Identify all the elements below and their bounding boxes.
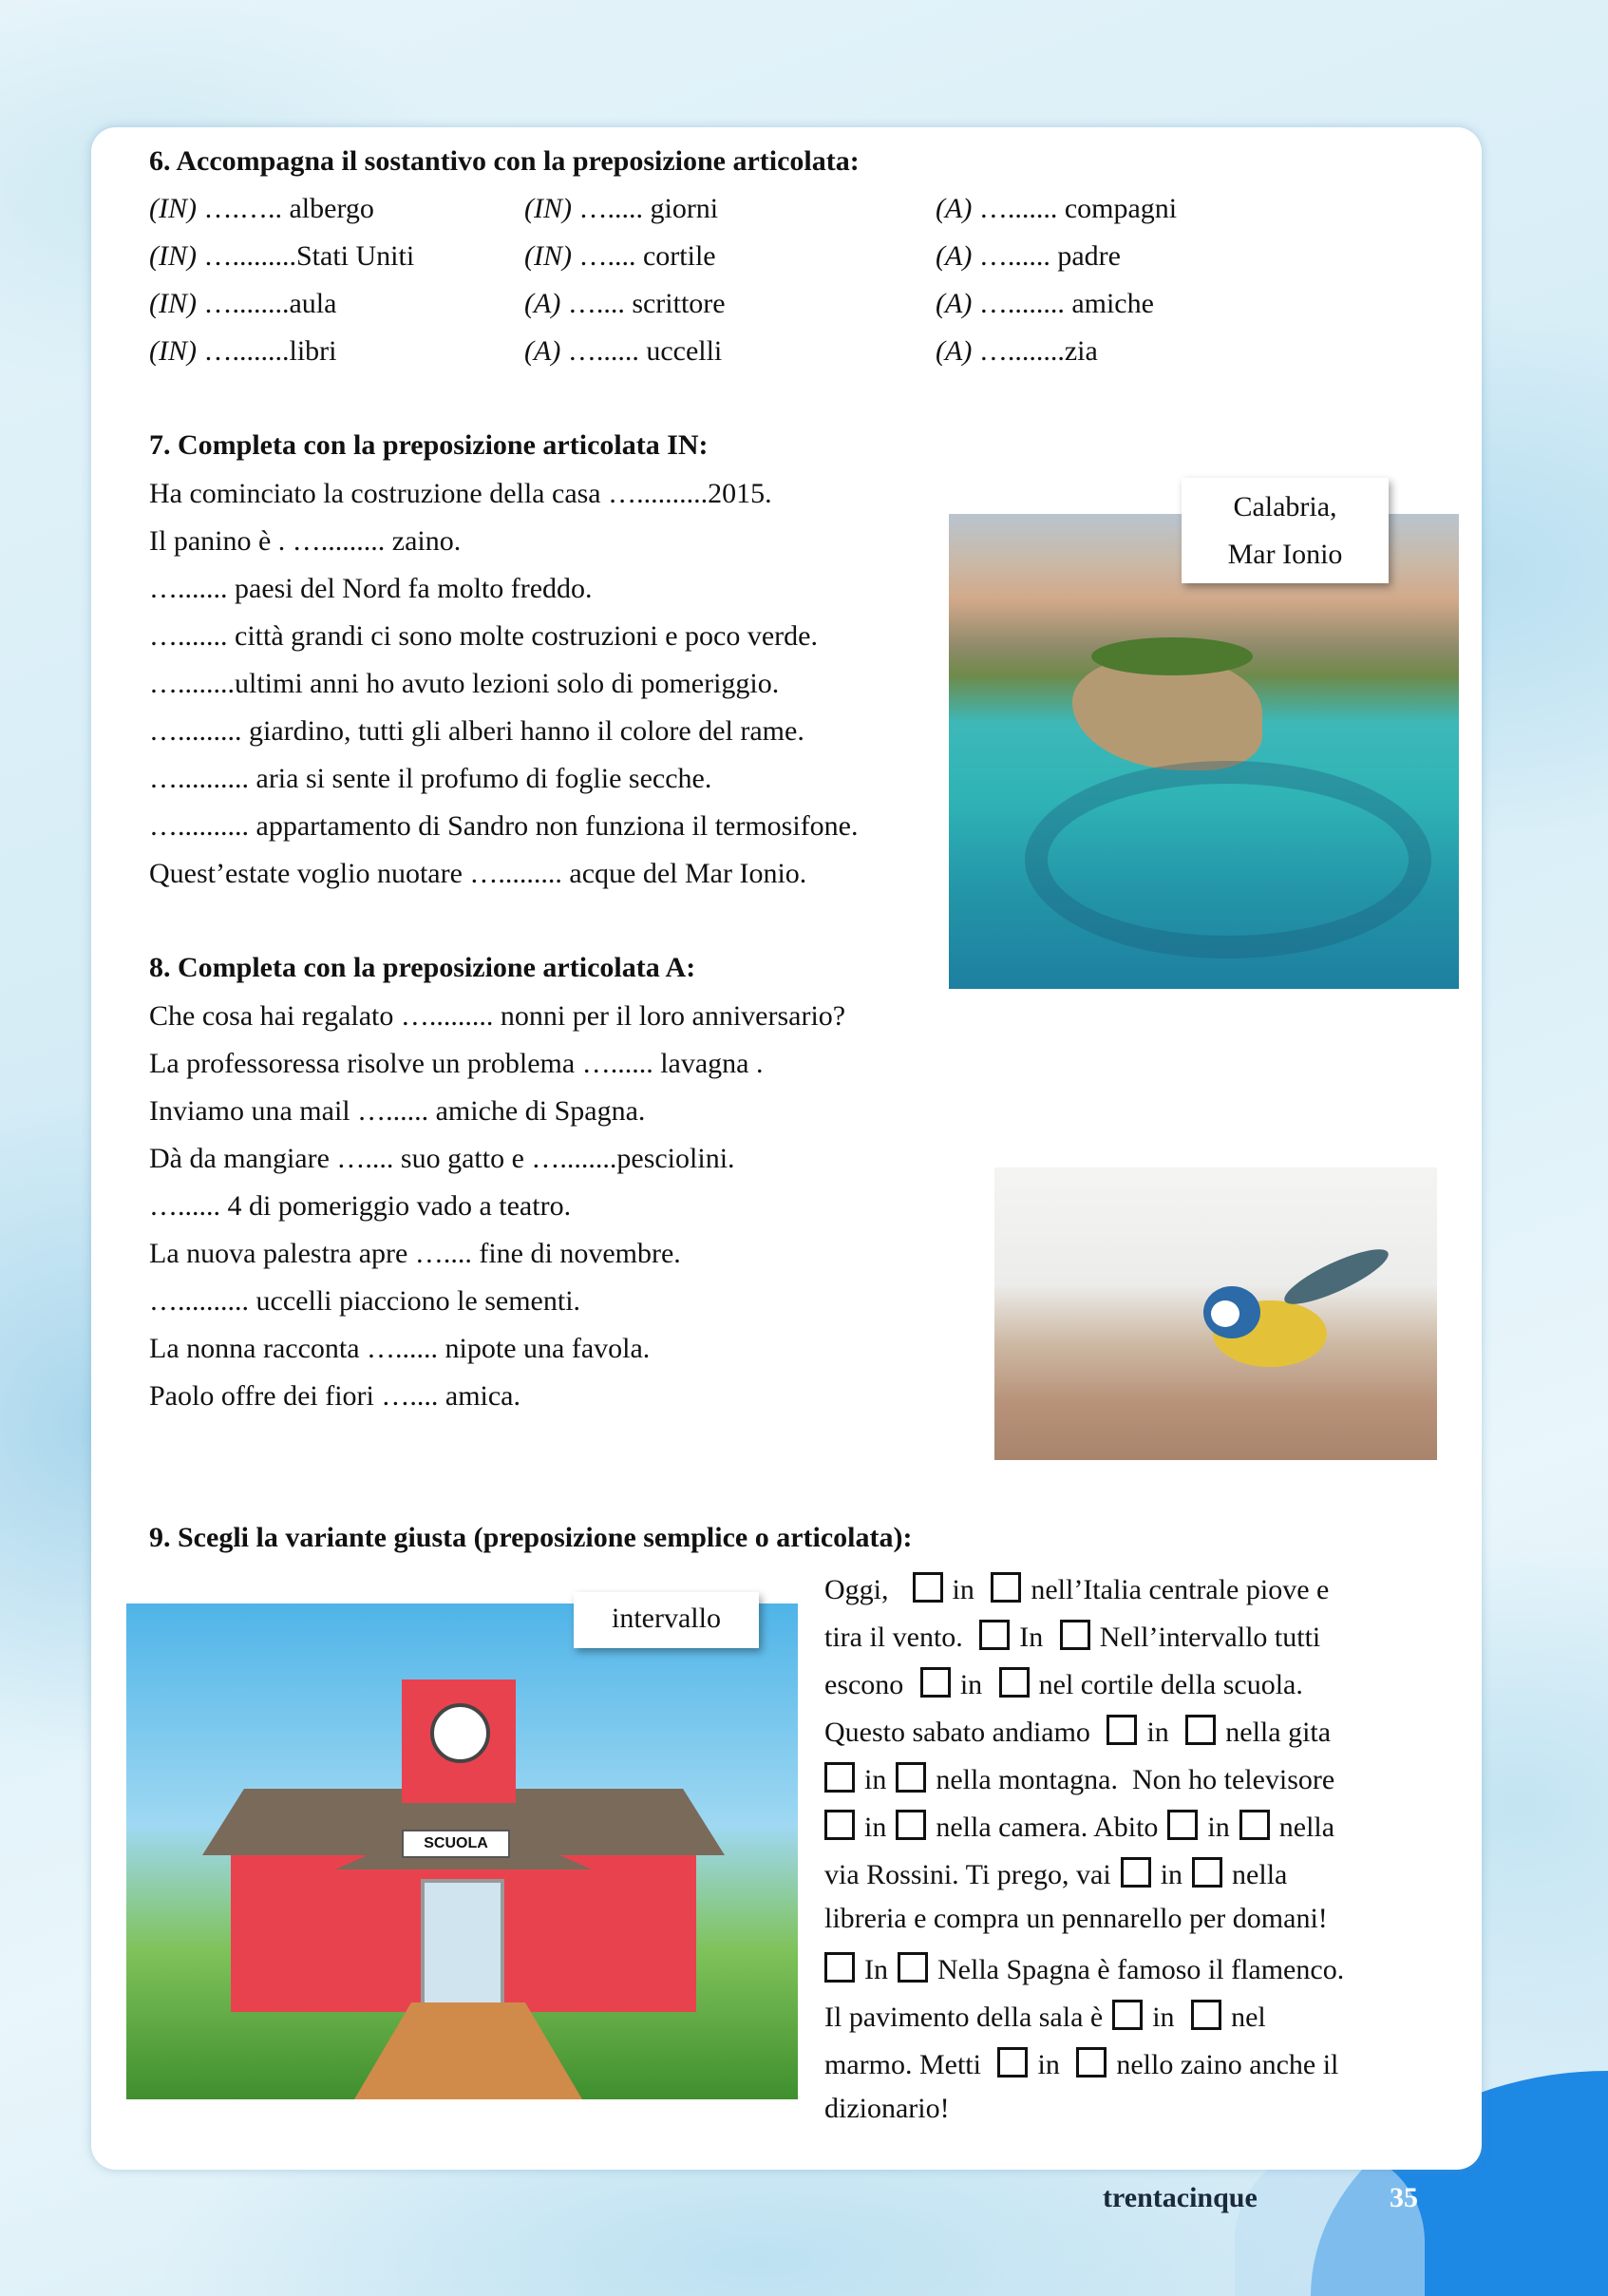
exercise-sentence: …...... 4 di pomeriggio vado a teatro.: [149, 1190, 572, 1222]
exercise-item: [936, 290, 1154, 318]
answer-checkbox[interactable]: [1060, 1620, 1090, 1650]
exercise-item: [524, 290, 726, 318]
line-text: via Rossini. Ti prego, vai: [824, 1859, 1111, 1890]
line-text: dizionario!: [824, 2093, 950, 2124]
exercise-item: [149, 195, 374, 223]
line-text: in: [952, 1574, 982, 1605]
line-text: libreria e compra un pennarello per domani!: [824, 1903, 1328, 1934]
exercise-item: [149, 337, 336, 366]
exercise-item: [524, 242, 716, 271]
line-text: In: [864, 1954, 888, 1985]
answer-checkbox[interactable]: [1167, 1810, 1198, 1840]
exercise-sentence: La professoressa risolve un problema …...... lavagna .: [149, 1048, 764, 1079]
answer-checkbox[interactable]: [1239, 1810, 1270, 1840]
answer-checkbox[interactable]: [1076, 2047, 1107, 2078]
item-text: …........libri: [196, 335, 337, 367]
item-text: ….........Stati Uniti: [196, 240, 415, 272]
item-text: …....... compagni: [972, 193, 1178, 224]
exercise-sentence: …......... giardino, tutti gli alberi hanno il colore del rame.: [149, 715, 804, 747]
preposition-hint: (A): [936, 335, 973, 367]
line-text: escono: [824, 1669, 911, 1700]
item-text: …...... padre: [972, 240, 1121, 272]
exercise-line: [824, 1905, 1328, 1933]
line-text: in: [864, 1764, 887, 1795]
exercise-item: [524, 337, 722, 366]
line-text: in: [1160, 1859, 1183, 1890]
exercise-item: [524, 195, 718, 223]
answer-checkbox[interactable]: [1192, 1857, 1222, 1888]
section-6-title: 6. Accompagna il sostantivo con la preposizione articolata:: [149, 145, 860, 177]
exercise-item: [936, 337, 1098, 366]
item-text: ….….. albergo: [196, 193, 374, 224]
answer-checkbox[interactable]: [979, 1620, 1010, 1650]
line-text: in: [1037, 2049, 1068, 2080]
preposition-hint: (A): [524, 335, 561, 367]
preposition-hint: (IN): [149, 288, 197, 319]
line-text: in: [959, 1669, 990, 1700]
answer-checkbox[interactable]: [896, 1762, 926, 1793]
item-text: ….... scrittore: [560, 288, 726, 319]
exercise-sentence: …....... paesi del Nord fa molto freddo.: [149, 573, 593, 604]
answer-checkbox[interactable]: [1121, 1857, 1151, 1888]
answer-checkbox[interactable]: [913, 1572, 943, 1603]
preposition-hint: (A): [936, 240, 973, 272]
calabria-image-label: [1182, 478, 1389, 583]
item-text: …...... uccelli: [560, 335, 723, 367]
answer-checkbox[interactable]: [991, 1572, 1021, 1603]
exercise-line: [824, 1810, 1334, 1842]
line-text: in: [1207, 1812, 1230, 1843]
line-text: Questo sabato andiamo: [824, 1717, 1098, 1748]
section-9-title: 9. Scegli la variante giusta (preposizione semplice o articolata):: [149, 1522, 913, 1553]
school-sign: SCUOLA: [402, 1830, 510, 1858]
exercise-sentence: La nonna racconta …...... nipote una favola.: [149, 1333, 651, 1364]
answer-checkbox[interactable]: [1191, 2000, 1221, 2030]
exercise-line: [824, 2000, 1266, 2032]
answer-checkbox[interactable]: [896, 1810, 926, 1840]
exercise-line: [824, 1572, 1329, 1604]
preposition-hint: (A): [936, 193, 973, 224]
preposition-hint: (IN): [149, 193, 197, 224]
section-7-title: 7. Completa con la preposizione articolata IN:: [149, 429, 709, 461]
line-text: nell’Italia centrale piove e: [1031, 1574, 1330, 1605]
line-text: Oggi,: [824, 1574, 903, 1605]
line-text: nel cortile della scuola.: [1038, 1669, 1303, 1700]
school-illustration: [126, 1603, 798, 2099]
answer-checkbox[interactable]: [997, 2047, 1028, 2078]
exercise-item: [936, 195, 1177, 223]
page-word: trentacinque: [1103, 2182, 1258, 2213]
answer-checkbox[interactable]: [920, 1667, 951, 1698]
preposition-hint: (IN): [149, 240, 197, 272]
answer-checkbox[interactable]: [1185, 1715, 1216, 1745]
answer-checkbox[interactable]: [898, 1952, 928, 1983]
line-text: nella camera. Abito: [936, 1812, 1159, 1843]
answer-checkbox[interactable]: [824, 1952, 855, 1983]
preposition-hint: (IN): [524, 193, 572, 224]
line-text: nella: [1278, 1812, 1335, 1843]
line-text: nel: [1231, 2002, 1266, 2033]
line-text: In: [1019, 1622, 1050, 1653]
line-text: tira il vento.: [824, 1622, 971, 1653]
exercise-sentence: …....... città grandi ci sono molte costruzioni e poco verde.: [149, 620, 818, 652]
item-text: …........zia: [972, 335, 1098, 367]
exercise-sentence: ….......... uccelli piacciono le sementi.: [149, 1285, 581, 1317]
line-text: nello zaino anche il: [1116, 2049, 1339, 2080]
exercise-line: [824, 1857, 1287, 1889]
preposition-hint: (A): [524, 288, 561, 319]
line-text: nella gita: [1225, 1717, 1332, 1748]
line-text: Il pavimento della sala è: [824, 2002, 1104, 2033]
preposition-hint: (IN): [524, 240, 572, 272]
item-text: …..... giorni: [571, 193, 719, 224]
exercise-line: [824, 1620, 1320, 1652]
line-text: Nell’intervallo tutti: [1099, 1622, 1321, 1653]
page-number: 35: [1390, 2182, 1418, 2213]
answer-checkbox[interactable]: [1107, 1715, 1137, 1745]
exercise-sentence: Il panino è . …......... zaino.: [149, 525, 462, 557]
item-text: ….... cortile: [571, 240, 716, 272]
exercise-line: [824, 2047, 1338, 2079]
answer-checkbox[interactable]: [999, 1667, 1030, 1698]
exercise-item: [149, 242, 414, 271]
line-text: nella montagna. Non ho televisore: [936, 1764, 1335, 1795]
exercise-sentence: …........ultimi anni ho avuto lezioni solo di pomeriggio.: [149, 668, 780, 699]
exercise-line: [824, 1715, 1331, 1747]
exercise-sentence: Dà da mangiare ….... suo gatto e …........pesciolini.: [149, 1143, 735, 1174]
line-text: in: [1146, 1717, 1177, 1748]
calabria-coast-photo: [949, 514, 1459, 989]
label-line-2: Mar Ionio: [1227, 539, 1343, 570]
exercise-sentence: Che cosa hai regalato …......... nonni per il loro anniversario?: [149, 1000, 846, 1032]
exercise-sentence: Quest’estate voglio nuotare …......... acque del Mar Ionio.: [149, 858, 807, 889]
line-text: Nella Spagna è famoso il flamenco.: [937, 1954, 1345, 1985]
bird-photo: [994, 1167, 1437, 1460]
item-text: …........ amiche: [972, 288, 1154, 319]
exercise-sentence: Paolo offre dei fiori ….... amica.: [149, 1380, 520, 1412]
preposition-hint: (A): [936, 288, 973, 319]
line-text: marmo. Metti: [824, 2049, 989, 2080]
intervallo-image-label: intervallo: [574, 1592, 759, 1648]
exercise-sentence: ….......... aria si sente il profumo di foglie secche.: [149, 763, 712, 794]
exercise-item: [936, 242, 1121, 271]
exercise-sentence: ….......... appartamento di Sandro non funziona il termosifone.: [149, 810, 859, 842]
exercise-line: [824, 1667, 1303, 1699]
answer-checkbox[interactable]: [824, 1810, 855, 1840]
line-text: in: [864, 1812, 887, 1843]
preposition-hint: (IN): [149, 335, 197, 367]
section-8-title: 8. Completa con la preposizione articolata A:: [149, 952, 696, 983]
exercise-line: [824, 1952, 1344, 1984]
label-line-1: Calabria,: [1233, 491, 1337, 522]
line-text: nella: [1232, 1859, 1288, 1890]
exercise-line: [824, 2095, 950, 2123]
item-text: …........aula: [196, 288, 337, 319]
exercise-sentence: Inviamo una mail …...... amiche di Spagna.: [149, 1095, 646, 1127]
exercise-sentence: Ha cominciato la costruzione della casa …..........2015.: [149, 478, 772, 509]
exercise-item: [149, 290, 336, 318]
exercise-line: [824, 1762, 1334, 1794]
answer-checkbox[interactable]: [824, 1762, 855, 1793]
line-text: in: [1152, 2002, 1182, 2033]
answer-checkbox[interactable]: [1112, 2000, 1143, 2030]
exercise-sentence: La nuova palestra apre ….... fine di novembre.: [149, 1238, 681, 1269]
